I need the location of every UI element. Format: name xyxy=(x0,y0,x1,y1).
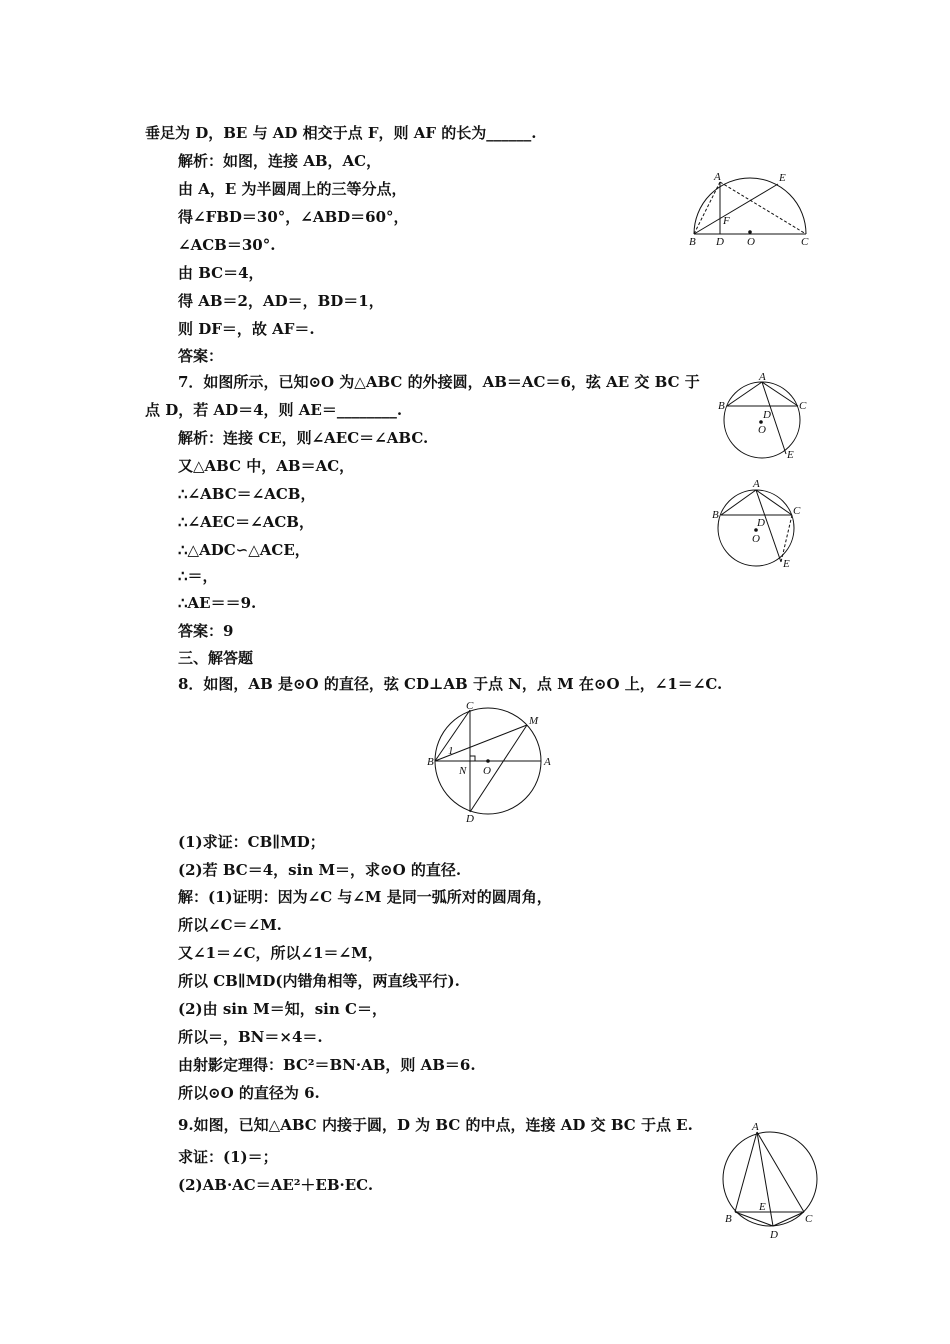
label-e: E xyxy=(759,1201,766,1213)
text-line: (2)由 sin M＝知，sin C＝， xyxy=(178,1000,387,1018)
label-e: E xyxy=(787,449,794,461)
text-line: (1)求证：CB∥MD； xyxy=(178,833,325,851)
chord-bd xyxy=(735,1212,773,1226)
label-d: D xyxy=(757,517,765,529)
text-line: 得∠FBD＝30°，∠ABD＝60°， xyxy=(178,208,409,226)
label-d: D xyxy=(466,813,474,824)
text-line: 由 BC＝4， xyxy=(178,264,264,282)
text-line: 点 D，若 AD＝4，则 AE＝________. xyxy=(145,401,403,419)
text-line: (2)AB·AC＝AE²＋EB·EC. xyxy=(178,1176,374,1194)
text-line: 又∠1＝∠C，所以∠1＝∠M， xyxy=(178,944,383,962)
circle-figure-q7-solution xyxy=(707,474,807,572)
semicircle-figure xyxy=(686,168,816,250)
label-m: M xyxy=(529,715,539,727)
label-o: O xyxy=(483,765,491,777)
label-a: A xyxy=(752,1121,759,1133)
circle-figure-q9 xyxy=(716,1118,824,1242)
label-c: C xyxy=(793,505,801,517)
text-line: 由射影定理得：BC²＝BN·AB，则 AB＝6. xyxy=(178,1056,476,1074)
circle-figure-q7 xyxy=(712,368,812,464)
text-line: 所以 CB∥MD(内错角相等，两直线平行). xyxy=(178,972,460,990)
text-line: ∴∠AEC＝∠ACB， xyxy=(178,513,314,531)
label-o: O xyxy=(747,236,755,248)
label-o: O xyxy=(758,424,766,436)
label-c: C xyxy=(801,236,809,248)
label-d: D xyxy=(770,1229,778,1241)
label-e: E xyxy=(779,172,786,184)
circle-o xyxy=(724,382,800,458)
text-line: 解：(1)证明：因为∠C 与∠M 是同一弧所对的圆周角， xyxy=(178,888,552,906)
label-e: E xyxy=(783,558,790,570)
label-o: O xyxy=(752,533,760,545)
text-line: ∴∠ABC＝∠ACB， xyxy=(178,485,316,503)
text-line: ∠ACB＝30°. xyxy=(178,236,276,254)
center-dot xyxy=(748,230,752,234)
chord-ce xyxy=(781,515,792,562)
text-line: 解析：如图，连接 AB，AC， xyxy=(178,152,382,170)
text-line: 所以∠C＝∠M. xyxy=(178,916,282,934)
segment-ac xyxy=(720,182,806,234)
text-line: 垂足为 D，BE 与 AD 相交于点 F，则 AF 的长为______. xyxy=(145,124,537,142)
label-a: A xyxy=(544,756,551,768)
label-d: D xyxy=(763,409,771,421)
text-line: 求证：(1)＝； xyxy=(178,1148,278,1166)
label-f: F xyxy=(723,215,730,227)
text-line: 由 A，E 为半圆周上的三等分点， xyxy=(178,180,407,198)
text-line: 则 DF＝，故 AF＝. xyxy=(178,320,315,338)
chord-md xyxy=(470,725,527,812)
text-line: 解析：连接 CE，则∠AEC＝∠ABC. xyxy=(178,429,429,447)
section-heading: 三、解答题 xyxy=(178,649,254,667)
text-line: (2)若 BC＝4，sin M＝，求⊙O 的直径. xyxy=(178,861,462,879)
label-c: C xyxy=(799,400,807,412)
label-angle-1: 1 xyxy=(448,745,454,757)
text-line: 7．如图所示，已知⊙O 为△ABC 的外接圆，AB＝AC＝6，弦 AE 交 BC 于 xyxy=(178,373,700,391)
chord-ab xyxy=(727,382,762,406)
label-a: A xyxy=(753,478,760,490)
text-line: 又△ABC 中，AB＝AC， xyxy=(178,457,355,475)
text-line: ∴△ADC∽△ACE， xyxy=(178,541,310,559)
text-line: 9.如图，已知△ABC 内接于圆，D 为 BC 的中点，连接 AD 交 BC 于点 E. xyxy=(178,1116,693,1134)
label-b: B xyxy=(427,756,434,768)
label-b: B xyxy=(689,236,696,248)
chord-ac xyxy=(762,382,798,406)
label-b: B xyxy=(725,1213,732,1225)
text-line: 所以⊙O 的直径为 6. xyxy=(178,1084,320,1102)
text-line: 8．如图，AB 是⊙O 的直径，弦 CD⊥AB 于点 N，点 M 在⊙O 上，∠1＝∠C. xyxy=(178,675,723,693)
label-n: N xyxy=(459,765,467,777)
label-d: D xyxy=(716,236,724,248)
chord-cd xyxy=(773,1212,804,1226)
text-line: 所以＝，BN＝×4＝. xyxy=(178,1028,323,1046)
right-angle-mark xyxy=(470,756,475,761)
text-line: 答案： xyxy=(178,347,224,365)
center-dot xyxy=(486,759,490,763)
label-a: A xyxy=(714,171,721,183)
text-line: ∴＝， xyxy=(178,567,218,585)
text-line: ∴AE＝＝9. xyxy=(178,594,257,612)
chord-ac xyxy=(756,490,792,515)
label-b: B xyxy=(712,509,719,521)
label-b: B xyxy=(718,400,725,412)
circle-figure-q8 xyxy=(426,700,556,824)
text-line: 得 AB＝2，AD＝，BD＝1， xyxy=(178,292,384,310)
label-c: C xyxy=(805,1213,813,1225)
semicircle-arc xyxy=(694,178,806,234)
label-a: A xyxy=(759,371,766,383)
label-c: C xyxy=(466,700,474,712)
text-line: 答案：9 xyxy=(178,622,234,640)
